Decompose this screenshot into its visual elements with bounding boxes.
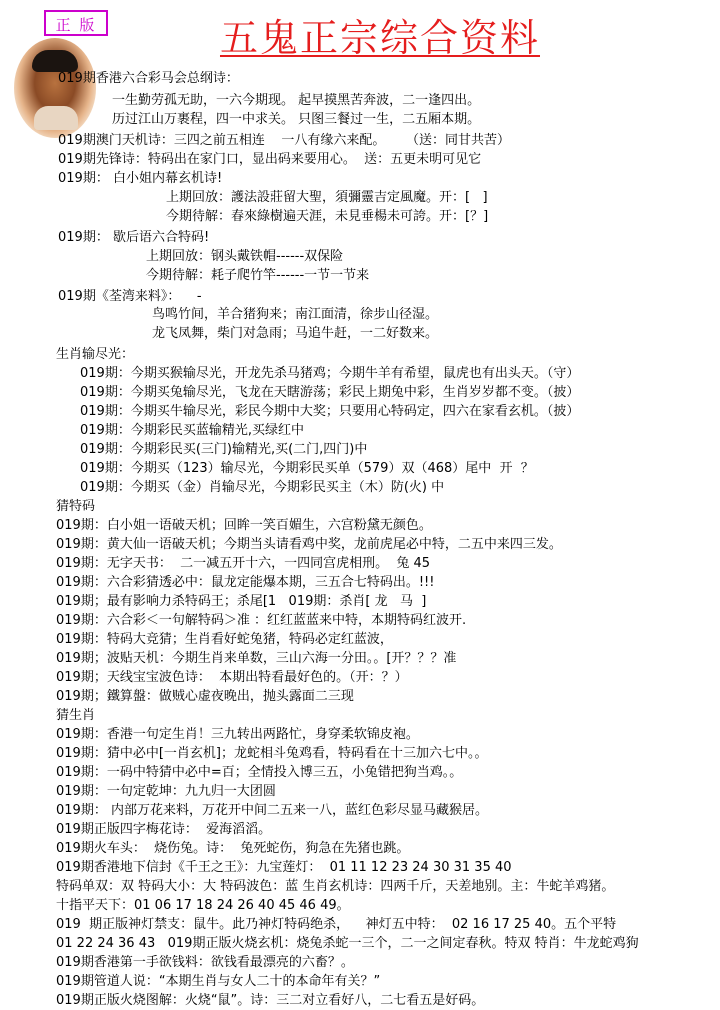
text-line: 019期正版火烧图解：火烧“鼠”。诗：三二对立看好八，二七看五是好码。 [56, 993, 485, 1008]
avatar-hair [32, 50, 78, 72]
text-line: 019期：六合彩猜透必中：鼠龙定能爆本期，三五合七特码出。!!! [56, 575, 435, 590]
text-line: 今期待解：耗子爬竹竿------一节一节来 [146, 268, 370, 283]
text-line: 019期：无字天书： 二一减五开十六，一四同宫虎相刑。 兔 45 [56, 556, 431, 571]
portrait-avatar [14, 38, 96, 138]
text-line: 019期澳门天机诗：三四之前五相连 一八有缘六来配。 （送：同甘共苦） [58, 133, 511, 148]
text-line: 019期；波贴天机：今期生肖来单数，三山六海一分田。。[开？？？准 [56, 651, 457, 666]
text-line: 019 期正版神灯禁支：鼠牛。此乃神灯特码绝杀， 神灯五中特： 02 16 17 25 40。五个平特 [56, 917, 617, 932]
text-line: 019期：香港一句定生肖！三九转出两路忙，身穿柔软锦皮袍。 [56, 727, 419, 742]
text-line: 019期：今期彩民买蓝输精光,买绿红中 [80, 423, 304, 438]
text-line: 019期：特码大竞猜；生肖看好蛇兔猪，特码必定红蓝波， [56, 632, 393, 647]
text-line: 019期：今期买猴输尽光，开龙先杀马猪鸡；今期牛羊有希望，鼠虎也有出头天。（守） [80, 366, 580, 381]
text-line: 019期： 歇后语六合特码! [58, 230, 210, 245]
text-line: 019期： 白小姐内幕玄机诗! [58, 171, 223, 186]
text-line: 特码单双：双 特码大小：大 特码波色：蓝 生肖玄机诗：四两千斤，天差地别。主：牛蛇羊鸡猪。 [56, 879, 615, 894]
page-title: 五鬼正宗综合资料 [219, 16, 540, 60]
text-line: 019期先锋诗：特码出在家门口，显出码来要用心。 送：五更未明可见它 [58, 152, 482, 167]
text-line: 019期：一码中特猜中必中=百；全情投入博三五，小兔错把狗当鸡。。 [56, 765, 463, 780]
text-line: 019期：今期彩民买(三门)输精光,买(二门,四门)中 [80, 442, 368, 457]
avatar-shirt [34, 106, 78, 130]
text-line: 今期待解：春來綠樹遍天涯，未見垂楊未可誇。开：[？] [166, 209, 489, 224]
text-line: 一生勤劳孤无助，一六今期现。 起早摸黑苦奔波，二一逢四出。 [112, 93, 481, 108]
text-line: 019期火车头： 烧伤兔。诗： 兔死蛇伤，狗急在先猪也跳。 [56, 841, 410, 856]
text-line: 历过江山万裹程，四一中求关。 只图三餐过一生，二五厢本期。 [112, 112, 481, 127]
text-line: 019期；鐵算盤：做贼心虚夜晚出，抛头露面二三现 [56, 689, 354, 704]
text-line: 019期：一句定乾坤：九九归一大团圆 [56, 784, 276, 799]
text-line: 019期；最有影响力杀特码王；杀尾[1 019期：杀肖[ 龙 马 ] [56, 594, 427, 609]
text-line: 猜特码 [56, 499, 96, 514]
text-line: 上期回放：钢头戴铁帽------双保险 [146, 249, 344, 264]
text-line: 019期：今期买（123）输尽光，今期彩民买单（579）双（468）尾中 开 ？ [80, 461, 534, 476]
text-line: 019期：今期买兔输尽光，飞龙在天瞎游荡；彩民上期兔中彩，生肖岁岁都不变。（披） [80, 385, 580, 400]
text-line: 生肖输尽光： [56, 347, 135, 362]
text-line: 019期：猜中必中[一肖玄机]；龙蛇相斗兔鸡看，特码看在十三加六七中。。 [56, 746, 488, 761]
text-line: 019期：六合彩＜一句解特码＞准 ：红红蓝蓝来中特，本期特码红波开. [56, 613, 467, 628]
text-line: 01 22 24 36 43 019期正版火烧玄机：烧兔杀蛇一三个，二一之间定春秋。特双 特肖：牛龙蛇鸡狗 [56, 936, 639, 951]
text-line: 019期；天线宝宝波色诗： 本期出特看最好色的。（开：？） [56, 670, 408, 685]
text-line: 019期香港地下信封《千王之王》：九宝莲灯： 01 11 12 23 24 30 31 35 40 [56, 860, 512, 875]
text-line: 019期：黄大仙一语破天机；今期当头请看鸡中奖，龙前虎尾必中特，二五中来四三发。 [56, 537, 562, 552]
genuine-badge: 正 版 [44, 10, 108, 36]
text-line: 019期香港第一手欲钱料：欲钱看最漂亮的六畜？。 [56, 955, 354, 970]
text-line: 鸟鸣竹间，羊合猪狗来；南江面清，徐步山径湿。 [152, 307, 439, 322]
text-line: 龙飞凤舞，柴门对急雨；马追牛赶，一二好数来。 [152, 326, 439, 341]
text-line: 十指平天下：01 06 17 18 24 26 40 45 46 49。 [56, 898, 350, 913]
text-line: 019期正版四字梅花诗： 爱海滔滔。 [56, 822, 272, 837]
text-line: 019期香港六合彩马会总纲诗： [58, 71, 239, 86]
text-line: 上期回放：護法設莊留大聖，須彌靈吉定風魔。开：[ ] [166, 190, 488, 205]
text-line: 019期：白小姐一语破天机；回眸一笑百媚生，六宫粉黛无颜色。 [56, 518, 432, 533]
text-line: 019期：今期买（金）肖输尽光，今期彩民买主（木）防(火) 中 [80, 480, 445, 495]
text-line: 019期：今期买牛输尽光，彩民今期中大奖；只要用心特码定，四六在家看玄机。（披） [80, 404, 580, 419]
text-line: 019期管道人说：“本期生肖与女人二十的本命年有关？” [56, 974, 381, 989]
text-line: 019期： 内部万花来料，万花开中间二五来一八，蓝红色彩尽显马藏猴居。 [56, 803, 488, 818]
text-line: 猜生肖 [56, 708, 96, 723]
text-line: 019期《荃湾来料》： - [58, 289, 202, 304]
